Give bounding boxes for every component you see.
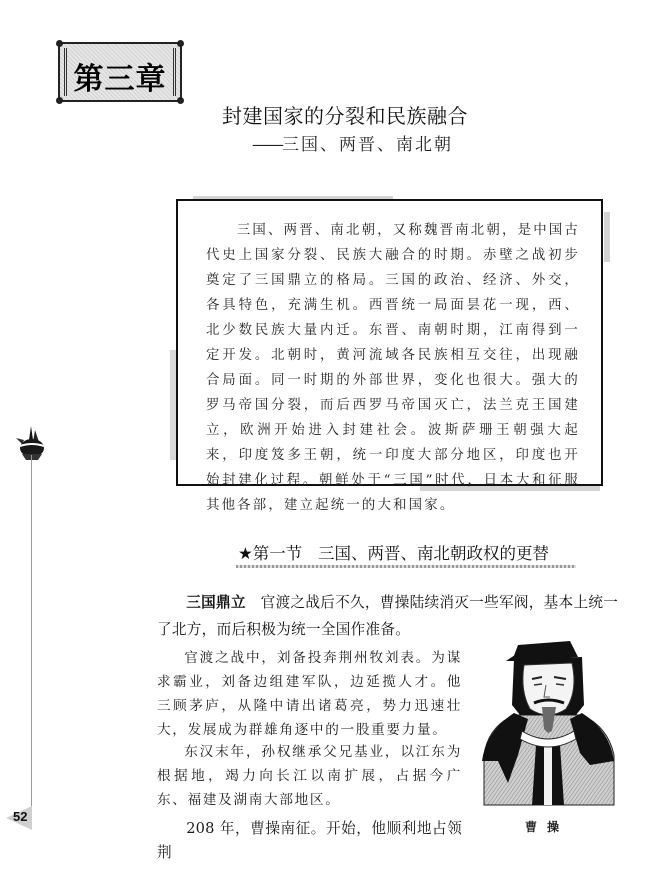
section-title: 三国、两晋、南北朝政权的更替: [318, 544, 550, 563]
cao-cao-portrait-image: [478, 635, 618, 811]
section-underline: [236, 565, 576, 568]
lead-term: 三国鼎立: [186, 594, 246, 611]
ship-ornament-icon: [12, 424, 48, 464]
badge-corner-ornament-icon: [177, 40, 184, 47]
subtitle-dash: ——: [252, 135, 282, 155]
body-paragraph: 208 年，曹操南征。开始，他顺利地占领荆: [157, 820, 462, 861]
lead-text: 官渡之战后不久，曹操陆续消灭一些军阀，基本上统一了北方，而后积极为统一全国作准备。: [157, 594, 619, 638]
chapter-title: 封建国家的分裂和民族融合: [222, 104, 468, 128]
body-paragraph: 官渡之战中，刘备投奔荆州牧刘表。为谋求霸业，刘备边组建军队，边延揽人才。他三顾茅庐，从隆中请出诸葛亮，势力迅速壮大，发展成为群雄角逐中的一股重要力量。: [157, 650, 462, 738]
box-shadow-decoration: [604, 212, 610, 262]
chapter-label: 第三章: [73, 62, 167, 97]
portrait-caption: 曹操: [525, 820, 570, 834]
badge-corner-ornament-icon: [56, 40, 63, 47]
chapter-subtitle: [252, 130, 453, 155]
badge-corner-ornament-icon: [177, 97, 184, 104]
chapter-intro-text: 三国、两晋、南北朝，又称魏晋南北朝，是中国古代史上国家分裂、民族大融合的时期。赤壁之战初步奠定了三国鼎立的格局。三国的政治、经济、外交，各具特色，充满生机。西晋统一局面昙花一现，西、北少数民族大量内迁。东晋、南朝时期，江南得到一定开发。北朝时，黄河流域各民族相互交往，出现融合局面。同一时期的外部世界，变化也很大。强大的罗马帝国分裂，而后西罗马帝国灭亡，法兰克王国建立，欧洲开始进入封建社会。波斯萨珊王朝强大起来，印度笈多王朝，统一印度大部分地区，印度也开始封建化过程。朝鲜处于“三国”时代，日本大和征服其他各部，建立起统一的大和国家。: [206, 223, 580, 513]
section-number: 第一节: [252, 544, 303, 563]
chapter-intro-box: [176, 199, 603, 513]
page-number: 52: [13, 809, 28, 824]
subtitle-text: 三国、两晋、南北朝: [282, 135, 453, 155]
margin-rule: [31, 455, 32, 815]
chapter-badge: [58, 42, 182, 102]
star-icon: ★: [238, 544, 253, 563]
body-paragraph: 东汉末年，孙权继承父兄基业，以江东为根据地，竭力向长江以南扩展，占据今广东、福建及湖南大部地区。: [157, 744, 462, 808]
section-heading: [238, 540, 549, 564]
badge-corner-ornament-icon: [56, 97, 63, 104]
